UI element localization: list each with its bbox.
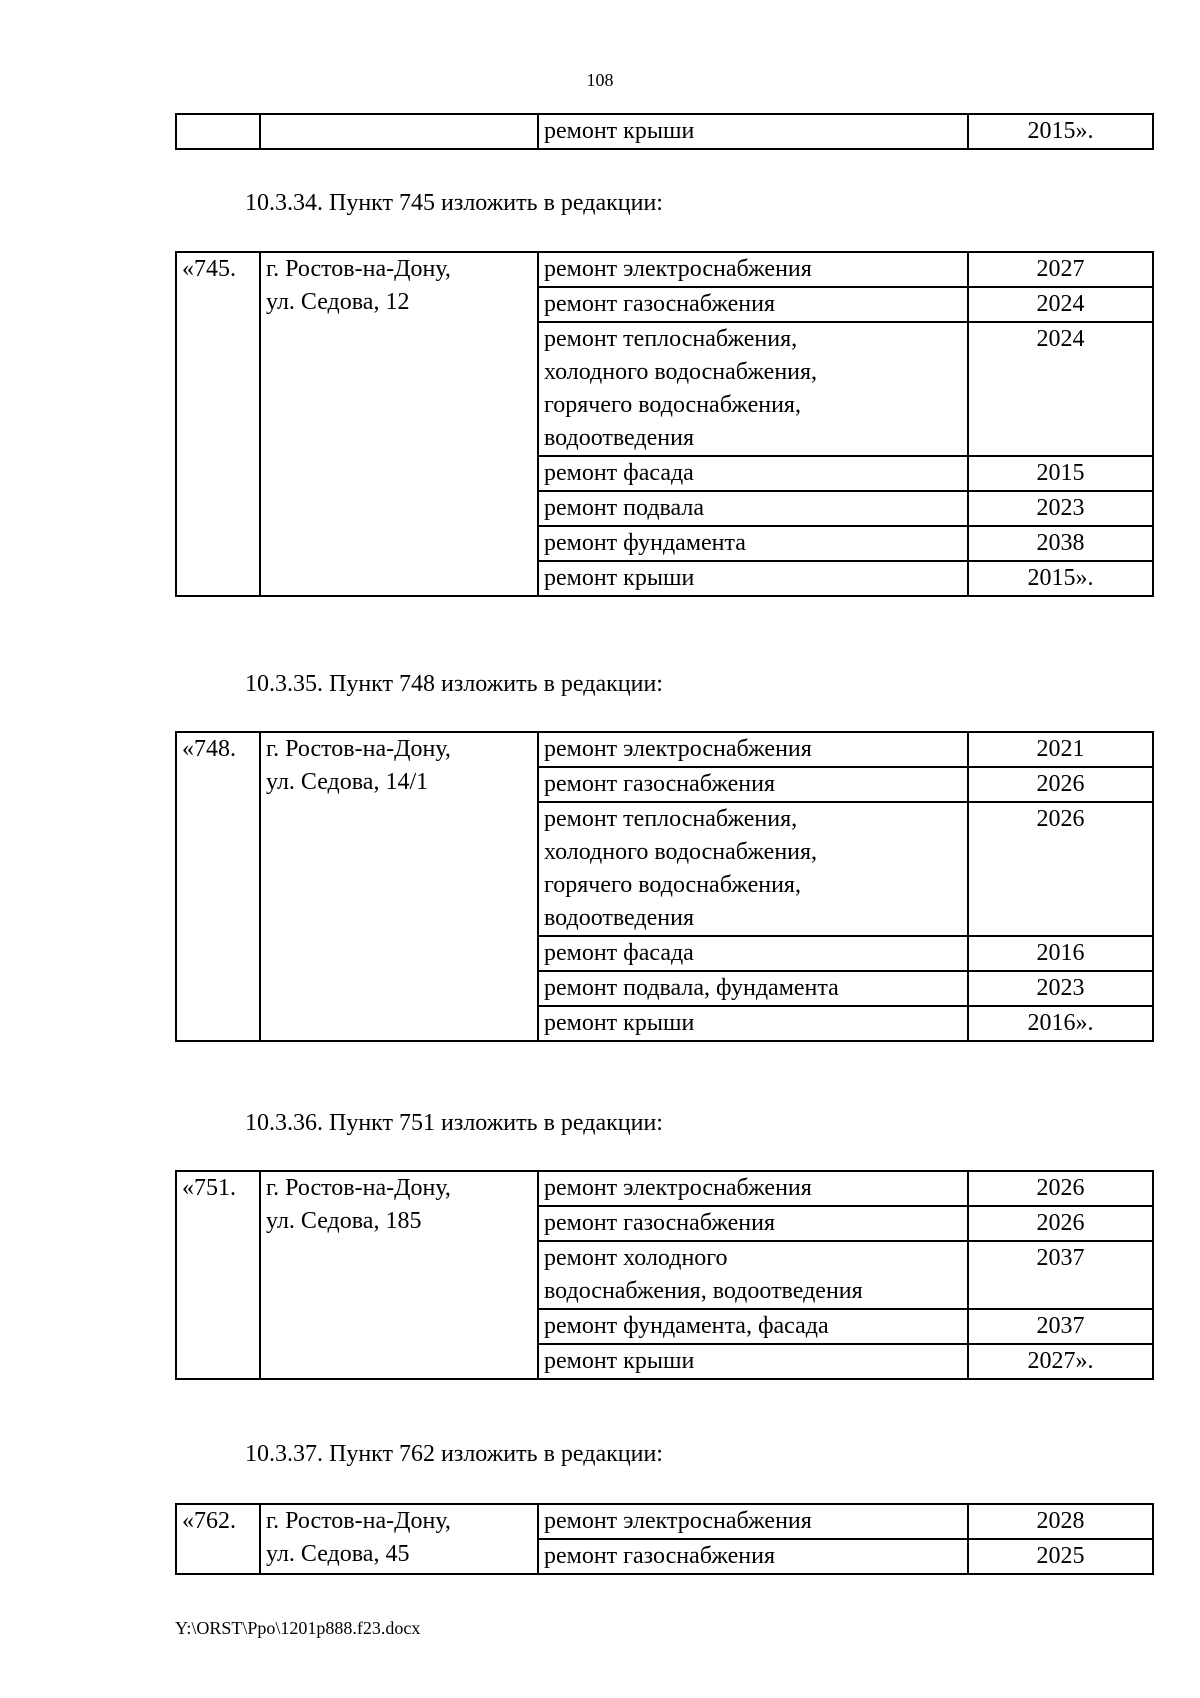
- page-number: 108: [586, 70, 614, 90]
- amendment-table-762: [175, 1503, 1154, 1575]
- table-cell-year: 2028: [968, 1504, 1153, 1539]
- table-cell-year: 2016: [968, 936, 1153, 971]
- table-cell-work: ремонт электроснабжения: [538, 1171, 968, 1206]
- table-cell-work: ремонт газоснабжения: [538, 1206, 968, 1241]
- table-cell-number: «762.: [176, 1504, 260, 1574]
- table-cell-work: ремонт подвала: [538, 491, 968, 526]
- table-cell-year: 2023: [968, 491, 1153, 526]
- table-cell-work: [538, 322, 968, 456]
- table-cell-address: [260, 1171, 538, 1379]
- table-cell-address: [260, 732, 538, 1041]
- table-cell-work: ремонт фасада: [538, 456, 968, 491]
- work-line: ремонт теплоснабжения,: [544, 326, 798, 352]
- table-cell-work: [538, 802, 968, 936]
- table-cell-work: ремонт электроснабжения: [538, 1504, 968, 1539]
- table-cell-work: [538, 1241, 968, 1309]
- table-cell-work: ремонт электроснабжения: [538, 732, 968, 767]
- work-line: водоотведения: [544, 905, 694, 931]
- table-row: [176, 114, 1153, 149]
- table-fragment-top: [175, 113, 1154, 150]
- table-cell-work: ремонт крыши: [538, 1344, 968, 1379]
- table-cell-work: ремонт подвала, фундамента: [538, 971, 968, 1006]
- address-city: г. Ростов-на-Дону,: [266, 736, 451, 762]
- work-line: холодного водоснабжения,: [544, 359, 818, 385]
- table-cell-work: ремонт фундамента: [538, 526, 968, 561]
- work-line: горячего водоснабжения,: [544, 392, 801, 418]
- table-cell-year: 2024: [968, 287, 1153, 322]
- table-row: [176, 732, 1153, 767]
- table-cell-year: 2037: [968, 1309, 1153, 1344]
- work-line: водоотведения: [544, 425, 694, 451]
- table-row: [176, 1504, 1153, 1539]
- section-heading: 10.3.36. Пункт 751 изложить в редакции:: [245, 1110, 663, 1136]
- table-cell-number: «745.: [176, 252, 260, 596]
- address-street: ул. Седова, 45: [266, 1541, 410, 1567]
- table-cell-year: 2015».: [968, 561, 1153, 596]
- work-line: ремонт теплоснабжения,: [544, 806, 798, 832]
- table-cell-year: 2037: [968, 1241, 1153, 1309]
- table-cell-year: 2023: [968, 971, 1153, 1006]
- footer-file-path: Y:\ORST\Ppo\1201p888.f23.docx: [175, 1618, 421, 1638]
- address-city: г. Ростов-на-Дону,: [266, 1508, 451, 1534]
- address-street: ул. Седова, 12: [266, 289, 410, 315]
- table-cell-year: 2026: [968, 1206, 1153, 1241]
- table-cell-year: 2021: [968, 732, 1153, 767]
- address-street: ул. Седова, 14/1: [266, 769, 429, 795]
- table-cell-year: 2038: [968, 526, 1153, 561]
- table-cell-work: ремонт крыши: [538, 114, 968, 149]
- table-cell-year: 2015: [968, 456, 1153, 491]
- table-cell-year: 2026: [968, 802, 1153, 936]
- section-heading: 10.3.34. Пункт 745 изложить в редакции:: [245, 190, 663, 216]
- section-heading: 10.3.35. Пункт 748 изложить в редакции:: [245, 671, 663, 697]
- table-row: [176, 1171, 1153, 1206]
- address-street: ул. Седова, 185: [266, 1208, 422, 1234]
- amendment-table-748: [175, 731, 1154, 1042]
- table-cell-work: ремонт электроснабжения: [538, 252, 968, 287]
- table-cell-year: 2015».: [968, 114, 1153, 149]
- table-cell-number: «751.: [176, 1171, 260, 1379]
- table-cell-work: ремонт фундамента, фасада: [538, 1309, 968, 1344]
- table-cell-year: 2027».: [968, 1344, 1153, 1379]
- work-line: ремонт холодного: [544, 1245, 728, 1271]
- work-line: горячего водоснабжения,: [544, 872, 801, 898]
- section-heading: 10.3.37. Пункт 762 изложить в редакции:: [245, 1441, 663, 1467]
- table-cell-year: 2026: [968, 1171, 1153, 1206]
- table-cell-work: ремонт газоснабжения: [538, 767, 968, 802]
- table-cell-year: 2016».: [968, 1006, 1153, 1041]
- table-cell-address: [260, 252, 538, 596]
- table-cell-year: 2026: [968, 767, 1153, 802]
- table-row: [176, 252, 1153, 287]
- table-cell-year: 2027: [968, 252, 1153, 287]
- work-line: холодного водоснабжения,: [544, 839, 818, 865]
- work-line: водоснабжения, водоотведения: [544, 1278, 863, 1304]
- address-city: г. Ростов-на-Дону,: [266, 1175, 451, 1201]
- table-cell-number: [176, 114, 260, 149]
- table-cell-address: [260, 114, 538, 149]
- table-cell-year: 2025: [968, 1539, 1153, 1574]
- table-cell-work: ремонт крыши: [538, 1006, 968, 1041]
- address-city: г. Ростов-на-Дону,: [266, 256, 451, 282]
- table-cell-year: 2024: [968, 322, 1153, 456]
- table-cell-number: «748.: [176, 732, 260, 1041]
- table-cell-work: ремонт фасада: [538, 936, 968, 971]
- amendment-table-751: [175, 1170, 1154, 1380]
- table-cell-work: ремонт крыши: [538, 561, 968, 596]
- table-cell-work: ремонт газоснабжения: [538, 1539, 968, 1574]
- table-cell-work: ремонт газоснабжения: [538, 287, 968, 322]
- table-cell-address: [260, 1504, 538, 1574]
- amendment-table-745: [175, 251, 1154, 597]
